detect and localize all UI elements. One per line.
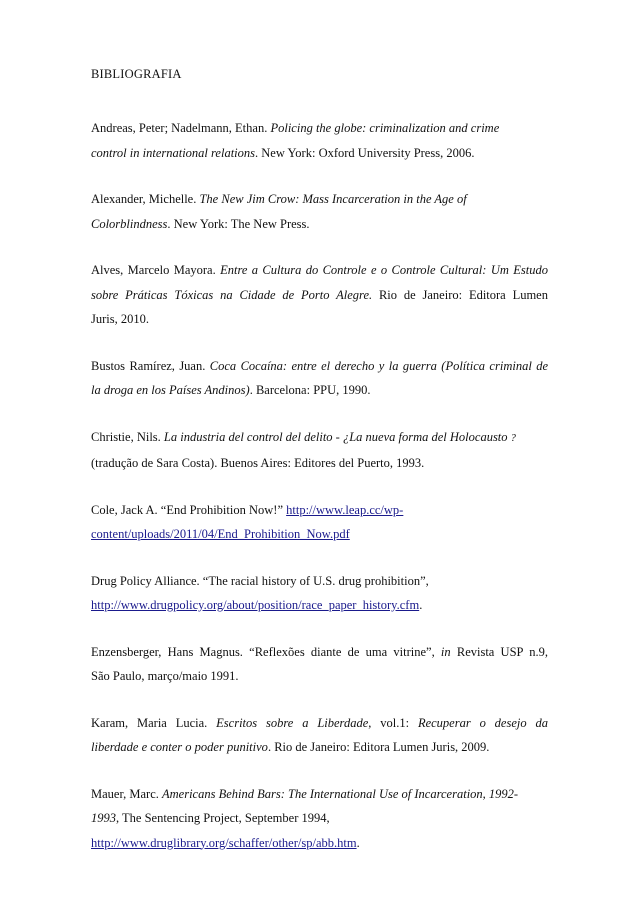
ref-text: . <box>356 835 360 850</box>
ref-title-mark: ? <box>510 432 516 444</box>
ref-text: Juris, 2010. <box>91 312 149 326</box>
page-title: BIBLIOGRAFIA <box>91 67 182 81</box>
ref-text: Enzensberger, Hans Magnus. “Reflexões diante de uma vitrine”, <box>91 644 441 659</box>
ref-title: control in international relations <box>91 145 256 160</box>
reference-drug-policy-alliance <box>91 569 548 618</box>
ref-text: Rio de Janeiro: Editora Lumen <box>372 287 548 302</box>
ref-subtitle: Recuperar o desejo da <box>417 715 548 730</box>
ref-text: Christie, Nils. <box>91 429 164 444</box>
ref-title: Americans Behind Bars: The International Use of Incarceration, 1992- <box>162 786 519 801</box>
ref-title: 1993 <box>91 811 116 825</box>
reference-andreas <box>91 116 548 165</box>
ref-text: . Barcelona: PPU, 1990. <box>249 383 371 397</box>
ref-title: The New Jim Crow: Mass Incarceration in the Age of <box>199 192 467 206</box>
ref-link[interactable]: content/uploads/2011/04/End_Prohibition_Now.pdf <box>91 527 350 541</box>
ref-link[interactable]: http://www.leap.cc/wp- <box>286 502 404 517</box>
ref-text: . New York: Oxford University Press, 2006. <box>255 145 475 160</box>
reference-karam <box>91 711 548 760</box>
ref-title: Colorblindness <box>91 216 168 231</box>
ref-text: , vol.1: <box>368 715 418 730</box>
ref-link[interactable]: http://www.druglibrary.org/schaffer/other/sp/abb.htm <box>91 835 357 850</box>
ref-title: La industria del control del delito - ¿La nueva forma del Holocausto <box>163 429 508 444</box>
ref-text: . <box>419 598 423 612</box>
ref-text: Alves, Marcelo Mayora. <box>91 263 221 277</box>
ref-text: Karam, Maria Lucia. <box>91 715 217 730</box>
ref-title: Entre a Cultura do Controle e o Controle Cultural: Um Estudo <box>220 263 548 277</box>
ref-title: la droga en los Países Andinos) <box>91 383 250 397</box>
reference-alves <box>91 258 548 332</box>
ref-text-italic: in <box>440 644 451 659</box>
ref-text: . Rio de Janeiro: Editora Lumen Juris, 2009. <box>267 740 490 754</box>
ref-title: Escritos sobre a Liberdade <box>216 715 369 730</box>
reference-bustos <box>91 354 548 403</box>
ref-title: Policing the globe: criminalization and crime <box>270 121 500 135</box>
ref-text: (tradução de Sara Costa). Buenos Aires: Editores del Puerto, 1993. <box>91 456 425 470</box>
ref-text: Alexander, Michelle. <box>91 192 200 206</box>
reference-alexander <box>91 187 548 236</box>
ref-text: Revista USP n.9, <box>450 644 548 659</box>
ref-text: Andreas, Peter; Nadelmann, Ethan. <box>91 121 271 135</box>
reference-christie <box>91 425 548 476</box>
ref-text: Bustos Ramírez, Juan. <box>91 358 210 373</box>
reference-cole <box>91 498 548 547</box>
reference-mauer <box>91 782 548 856</box>
ref-text: São Paulo, março/maio 1991. <box>91 669 239 683</box>
ref-text: . New York: The New Press. <box>167 216 310 231</box>
ref-title: Coca Cocaína: entre el derecho y la guerra (Política criminal de <box>209 358 549 373</box>
ref-subtitle: liberdade e conter o poder punitivo <box>91 740 268 754</box>
ref-text: Mauer, Marc. <box>91 786 162 801</box>
ref-text: , The Sentencing Project, September 1994, <box>116 811 330 825</box>
ref-link[interactable]: http://www.drugpolicy.org/about/position/race_paper_history.cfm <box>91 598 420 612</box>
reference-enzensberger <box>91 640 548 689</box>
ref-text: Drug Policy Alliance. “The racial history of U.S. drug prohibition”, <box>91 573 429 588</box>
ref-title: sobre Práticas Tóxicas na Cidade de Porto Alegre. <box>91 287 373 302</box>
ref-text: Cole, Jack A. “End Prohibition Now!” <box>91 502 287 517</box>
